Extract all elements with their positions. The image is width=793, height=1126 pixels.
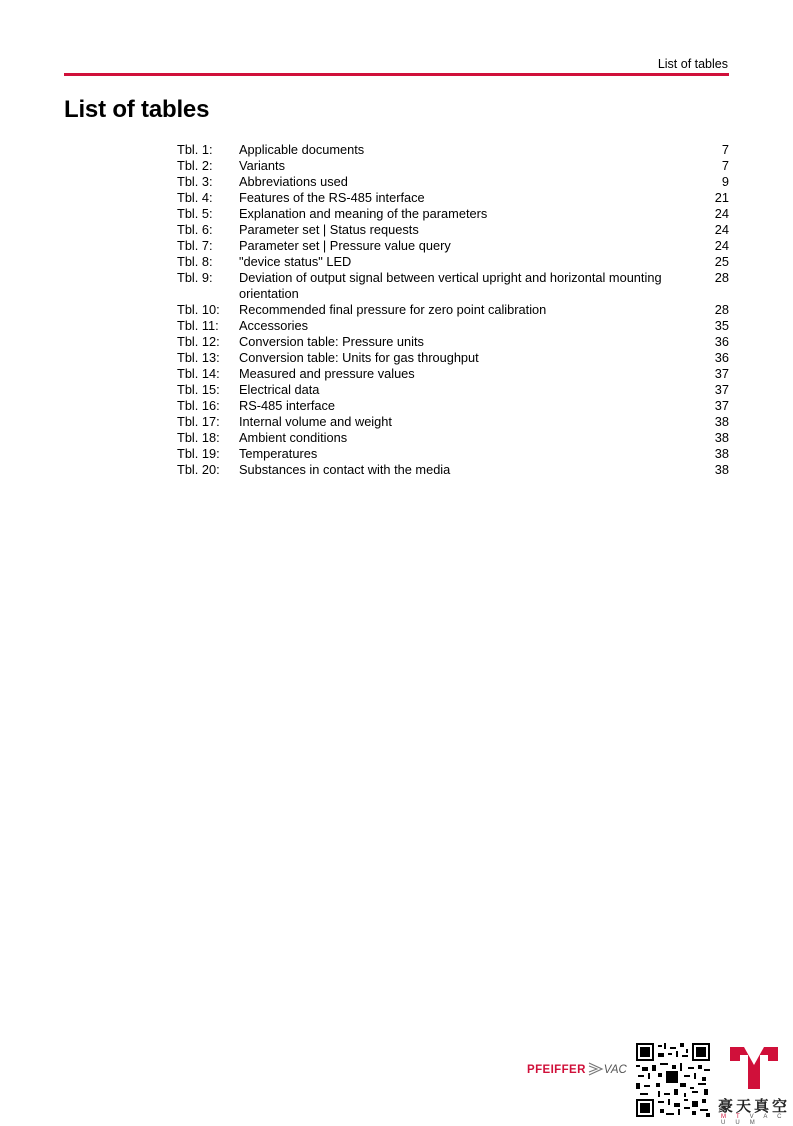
table-number: Tbl. 18: bbox=[177, 430, 220, 445]
table-number: Tbl. 7: bbox=[177, 238, 213, 253]
table-page-number: 37 bbox=[714, 382, 729, 397]
table-page-number: 28 bbox=[714, 302, 729, 317]
table-list-entry[interactable] bbox=[177, 302, 729, 318]
table-list-entry[interactable] bbox=[177, 254, 729, 270]
table-list-entry[interactable] bbox=[177, 174, 729, 190]
table-title: Substances in contact with the media bbox=[239, 462, 451, 477]
pfeiffer-arrow-icon bbox=[588, 1061, 604, 1077]
table-title: Accessories bbox=[239, 318, 308, 333]
table-list-entry[interactable] bbox=[177, 238, 729, 254]
table-title: Features of the RS-485 interface bbox=[239, 190, 425, 205]
table-title: Measured and pressure values bbox=[239, 366, 415, 381]
table-list-entry[interactable] bbox=[177, 334, 729, 350]
table-title: Internal volume and weight bbox=[239, 414, 392, 429]
mt-vacuum-english-name bbox=[721, 1114, 793, 1126]
table-number: Tbl. 14: bbox=[177, 366, 220, 381]
table-number: Tbl. 10: bbox=[177, 302, 220, 317]
table-title: Conversion table: Pressure units bbox=[239, 334, 424, 349]
table-list-entry[interactable] bbox=[177, 398, 729, 414]
page-title: List of tables bbox=[64, 96, 210, 123]
table-number: Tbl. 17: bbox=[177, 414, 220, 429]
vacuum-letters: V A C U U M bbox=[721, 1114, 786, 1126]
table-list-entry[interactable] bbox=[177, 382, 729, 398]
table-page-number: 7 bbox=[721, 158, 729, 173]
table-list-entry[interactable] bbox=[177, 142, 729, 158]
table-number: Tbl. 4: bbox=[177, 190, 213, 205]
table-page-number: 38 bbox=[714, 462, 729, 477]
table-list-entry[interactable] bbox=[177, 318, 729, 334]
table-list-entry[interactable] bbox=[177, 190, 729, 206]
table-list-entry[interactable] bbox=[177, 462, 729, 478]
table-title: Conversion table: Units for gas throughput bbox=[239, 350, 479, 365]
table-title: "device status" LED bbox=[239, 254, 352, 269]
table-number: Tbl. 19: bbox=[177, 446, 220, 461]
table-title: Explanation and meaning of the parameters bbox=[239, 206, 488, 221]
running-header: List of tables bbox=[657, 57, 728, 71]
table-number: Tbl. 5: bbox=[177, 206, 213, 221]
table-title: Temperatures bbox=[239, 446, 318, 461]
table-page-number: 37 bbox=[714, 366, 729, 381]
table-page-number: 7 bbox=[721, 142, 729, 157]
table-list-entry[interactable] bbox=[177, 270, 729, 302]
table-page-number: 36 bbox=[714, 334, 729, 349]
table-number: Tbl. 2: bbox=[177, 158, 213, 173]
mt-vacuum-logo-icon bbox=[728, 1045, 780, 1091]
table-list-entry[interactable] bbox=[177, 366, 729, 382]
table-title: Applicable documents bbox=[239, 142, 365, 157]
table-page-number: 37 bbox=[714, 398, 729, 413]
table-number: Tbl. 13: bbox=[177, 350, 220, 365]
table-page-number: 38 bbox=[714, 430, 729, 445]
table-number: Tbl. 1: bbox=[177, 142, 213, 157]
table-number: Tbl. 15: bbox=[177, 382, 220, 397]
table-title: Deviation of output signal between vertical upright and horizontal mounting orientation bbox=[239, 270, 662, 301]
table-list-entry[interactable] bbox=[177, 222, 729, 238]
table-list-entry[interactable] bbox=[177, 414, 729, 430]
table-page-number: 21 bbox=[714, 190, 729, 205]
table-number: Tbl. 3: bbox=[177, 174, 213, 189]
table-list-entry[interactable] bbox=[177, 206, 729, 222]
table-page-number: 35 bbox=[714, 318, 729, 333]
table-page-number: 24 bbox=[714, 222, 729, 237]
table-list-entry[interactable] bbox=[177, 430, 729, 446]
table-number: Tbl. 8: bbox=[177, 254, 213, 269]
mt-letters: M T bbox=[721, 1114, 744, 1120]
table-number: Tbl. 11: bbox=[177, 318, 219, 333]
footer bbox=[0, 1035, 793, 1126]
table-page-number: 24 bbox=[714, 206, 729, 221]
table-number: Tbl. 16: bbox=[177, 398, 220, 413]
table-list-entry[interactable] bbox=[177, 350, 729, 366]
table-title: Abbreviations used bbox=[239, 174, 348, 189]
table-page-number: 24 bbox=[714, 238, 729, 253]
table-number: Tbl. 12: bbox=[177, 334, 220, 349]
mt-vacuum-chinese-name: 豪天真空 bbox=[718, 1097, 791, 1115]
table-title: Recommended final pressure for zero point calibration bbox=[239, 302, 547, 317]
qr-code-icon bbox=[636, 1043, 710, 1117]
table-page-number: 9 bbox=[721, 174, 729, 189]
table-list-entry[interactable] bbox=[177, 158, 729, 174]
table-page-number: 36 bbox=[714, 350, 729, 365]
pfeiffer-logo bbox=[527, 1064, 627, 1076]
table-number: Tbl. 6: bbox=[177, 222, 213, 237]
table-page-number: 28 bbox=[714, 270, 729, 285]
pfeiffer-brand-text: PFEIFFER bbox=[527, 1064, 586, 1076]
table-list bbox=[177, 142, 729, 478]
table-number: Tbl. 20: bbox=[177, 462, 220, 477]
table-title: Parameter set | Status requests bbox=[239, 222, 419, 237]
table-page-number: 38 bbox=[714, 446, 729, 461]
table-title: RS-485 interface bbox=[239, 398, 336, 413]
table-list-entry[interactable] bbox=[177, 446, 729, 462]
table-page-number: 38 bbox=[714, 414, 729, 429]
header-rule bbox=[64, 73, 729, 76]
table-number: Tbl. 9: bbox=[177, 270, 213, 285]
table-page-number: 25 bbox=[714, 254, 729, 269]
table-title: Variants bbox=[239, 158, 285, 173]
pfeiffer-brand-suffix: VAC bbox=[603, 1064, 627, 1076]
table-title: Electrical data bbox=[239, 382, 320, 397]
table-title: Ambient conditions bbox=[239, 430, 348, 445]
table-title: Parameter set | Pressure value query bbox=[239, 238, 451, 253]
